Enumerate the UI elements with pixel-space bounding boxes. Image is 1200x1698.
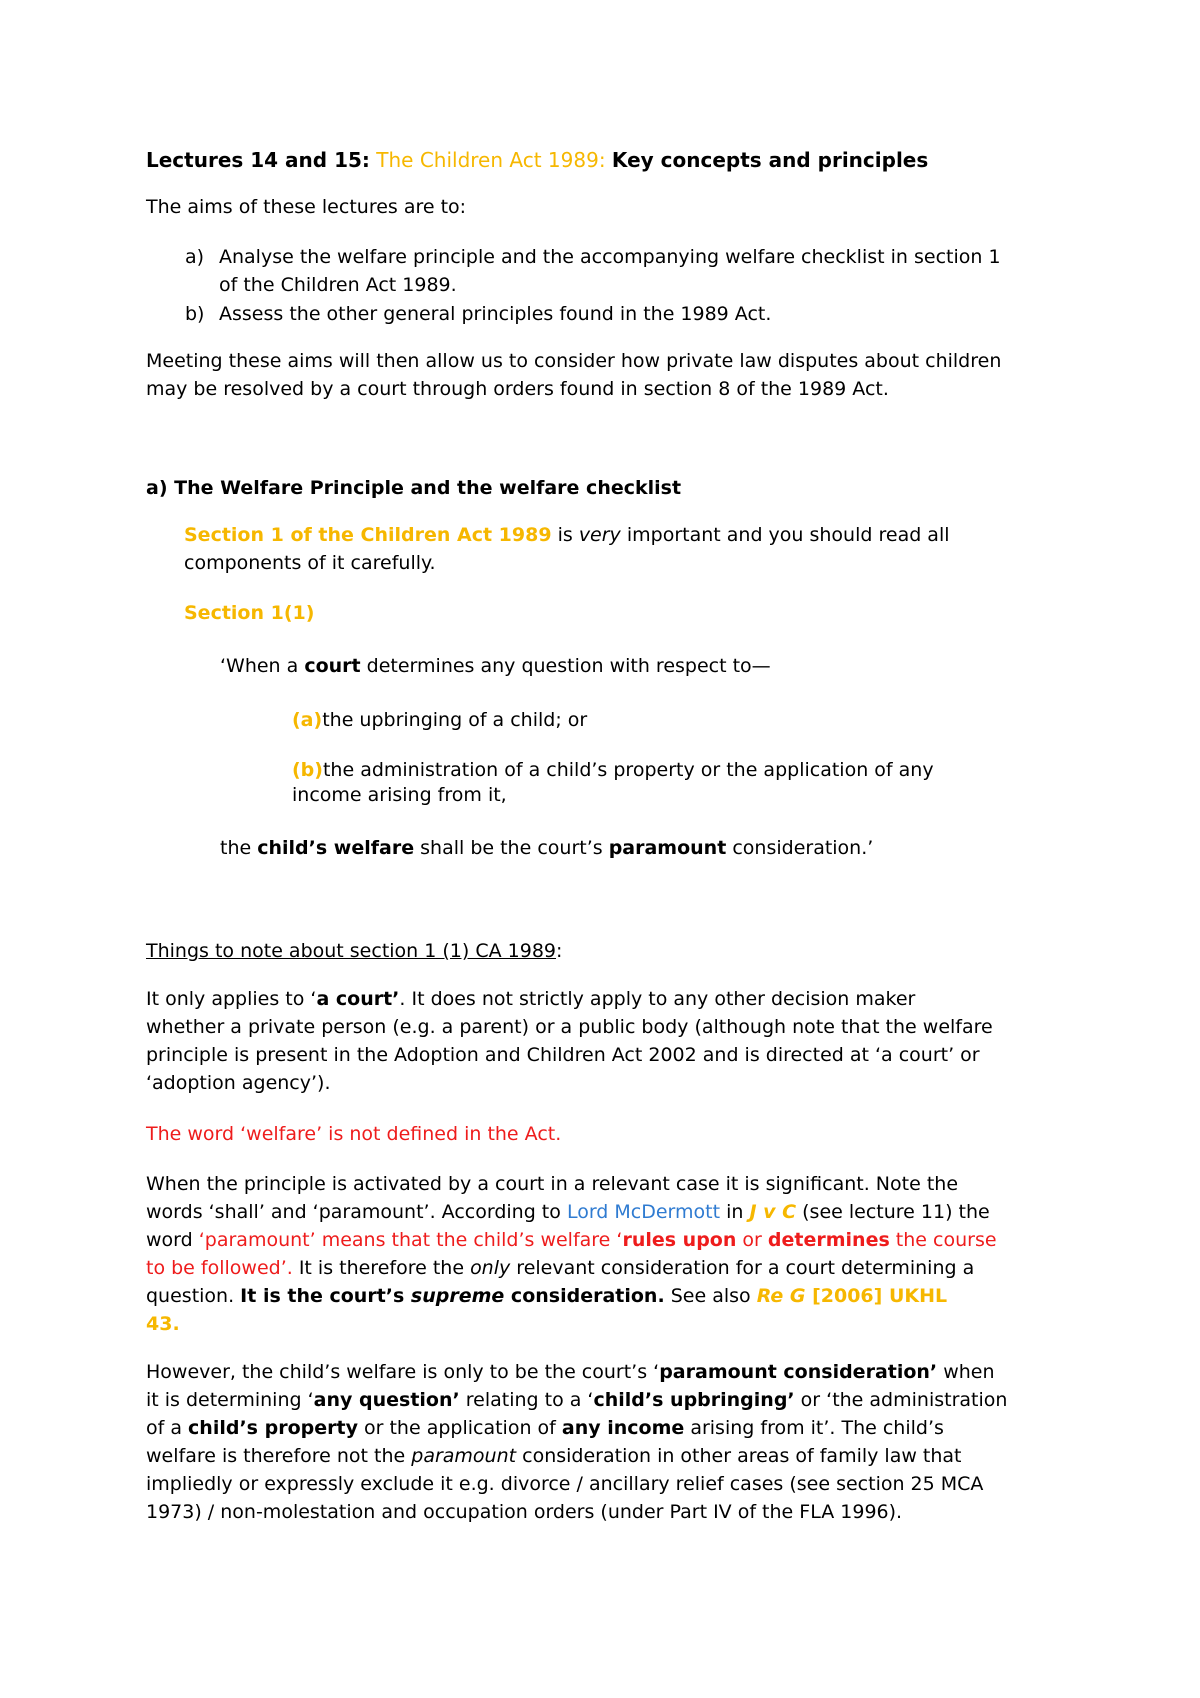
quote-end-pre: the <box>220 837 258 859</box>
section1-rest: important and you should read all <box>620 524 950 546</box>
quote-b-label: (b) <box>292 759 323 781</box>
principle-l3-red: ‘paramount’ means that the child’s welfare ‘ <box>198 1229 623 1251</box>
notes-heading-text: Things to note about section 1 (1) CA 1989 <box>146 940 556 962</box>
quote-a-label: (a) <box>292 709 323 731</box>
case-citation: [2006] UKHL <box>805 1285 948 1307</box>
title-prefix: Lectures 14 and 15: <box>146 148 370 172</box>
section-a-heading-text: a) The Welfare Principle and the welfare checklist <box>146 477 682 499</box>
however-l3-bold2: any income <box>561 1417 685 1439</box>
welfare-undefined-note: The word ‘welfare’ is not defined in the Act. <box>146 1123 562 1145</box>
quote-rest: determines any question with respect to— <box>360 655 771 677</box>
quote-b-line2: income arising from it, <box>292 784 507 806</box>
section-heading <box>146 474 1076 502</box>
however-l2-post: or ‘the administration <box>794 1389 1008 1411</box>
aim-a-line2: of the Children Act 1989. <box>219 274 457 296</box>
principle-l3-pre: word <box>146 1229 199 1251</box>
title-suffix: Key concepts and principles <box>611 148 929 172</box>
notes-colon: : <box>556 940 563 962</box>
principle-supreme: supreme <box>410 1285 505 1307</box>
quote-item-b <box>292 758 1072 808</box>
page-title <box>146 146 1076 174</box>
however-l1-pre: However, the child’s welfare is only to be the court’s ‘ <box>146 1361 660 1383</box>
court-l1-post: . It does not strictly apply to any other decision maker <box>399 988 916 1010</box>
principle-bold1: It is the court’s <box>240 1285 411 1307</box>
quote-end-post: consideration.’ <box>726 837 874 859</box>
meeting-line1: Meeting these aims will then allow us to consider how private law disputes about children <box>146 350 1002 372</box>
meeting-paragraph <box>146 347 1076 403</box>
however-l4-italic: paramount <box>411 1445 517 1467</box>
however-l3-mid: or the application of <box>357 1417 562 1439</box>
list-label: a) <box>185 246 205 268</box>
list-label: b) <box>185 303 205 325</box>
however-l1-post: when <box>937 1361 995 1383</box>
however-l3-bold1: child’s property <box>188 1417 358 1439</box>
court-paragraph <box>146 985 1076 1097</box>
however-l1-bold: paramount consideration’ <box>659 1361 938 1383</box>
case-citation-end: 43. <box>146 1313 180 1335</box>
case-jvc: J v C <box>749 1201 797 1223</box>
court-l1-pre: It only applies to ‘ <box>146 988 317 1010</box>
quote-closing <box>220 834 1070 862</box>
title-act: The Children Act 1989: <box>376 148 606 172</box>
principle-l2-in: in <box>720 1201 750 1223</box>
principle-or: or <box>736 1229 768 1251</box>
court-l3: principle is present in the Adoption and Children Act 2002 and is directed at ‘a court’ or <box>146 1044 980 1066</box>
quote-court: court <box>304 655 361 677</box>
quote-b-text: the administration of a child’s property or the application of any <box>322 759 934 781</box>
however-l2-mid: relating to a ‘ <box>459 1389 594 1411</box>
list-text: Assess the other general principles found in the 1989 Act. <box>219 303 772 325</box>
principle-l2-post: (see lecture 11) the <box>796 1201 990 1223</box>
principle-l4-red: to be followed’. <box>146 1257 293 1279</box>
however-paragraph <box>146 1358 1076 1526</box>
principle-l2-pre: words ‘shall’ and ‘paramount’. According to <box>146 1201 567 1223</box>
however-l3-post: arising from it’. The child’s <box>684 1417 944 1439</box>
section1-line2: components of it carefully. <box>184 552 436 574</box>
section1-is: is <box>551 524 579 546</box>
section1-intro <box>184 521 1064 577</box>
however-l4-pre: welfare is therefore not the <box>146 1445 412 1467</box>
notes-heading <box>146 937 1076 965</box>
quote-open: ‘When a <box>220 655 305 677</box>
principle-l1: When the principle is activated by a court in a relevant case it is significant. Note the <box>146 1173 959 1195</box>
quote-end-mid: shall be the court’s <box>414 837 609 859</box>
quote-a-text: the upbringing of a child; or <box>322 709 588 731</box>
however-l2-bold2: child’s upbringing’ <box>593 1389 795 1411</box>
section1-1-text: Section 1(1) <box>184 602 315 624</box>
meeting-line2: may be resolved by a court through orders found in section 8 of the 1989 Act. <box>146 378 889 400</box>
principle-course: the course <box>889 1229 997 1251</box>
section1-act: Section 1 of the Children Act 1989 <box>184 524 552 546</box>
court-l1-bold: a court’ <box>316 988 400 1010</box>
however-l4-post: consideration in other areas of family law that <box>516 1445 962 1467</box>
aim-a-line1: Analyse the welfare principle and the accompanying welfare checklist in section 1 <box>219 246 1001 268</box>
lord-mcdermott-link: Lord McDermott <box>566 1201 721 1223</box>
principle-bold2: consideration. <box>504 1285 665 1307</box>
however-l2-bold1: any question’ <box>313 1389 460 1411</box>
principle-rules-upon: rules upon <box>622 1229 737 1251</box>
subsection-heading <box>184 599 1114 627</box>
principle-l5-pre: question. <box>146 1285 241 1307</box>
section1-very: very <box>578 524 621 546</box>
quote-end-paramount: paramount <box>608 837 727 859</box>
court-l4: ‘adoption agency’). <box>146 1072 331 1094</box>
principle-l4-pre: It is therefore the <box>292 1257 471 1279</box>
principle-only: only <box>470 1257 511 1279</box>
quote-item-a <box>292 706 1072 734</box>
however-l6: 1973) / non-molestation and occupation orders (under Part IV of the FLA 1996). <box>146 1501 903 1523</box>
principle-see: See also <box>664 1285 757 1307</box>
list-text <box>219 243 1079 299</box>
case-re-g: Re G <box>756 1285 806 1307</box>
aims-intro: The aims of these lectures are to: <box>146 196 467 218</box>
principle-paragraph <box>146 1170 1076 1338</box>
quote-end-welfare: child’s welfare <box>257 837 415 859</box>
however-l5: impliedly or expressly exclude it e.g. divorce / ancillary relief cases (see section 25 MCA <box>146 1473 984 1495</box>
principle-l4-post: relevant consideration for a court determining a <box>510 1257 975 1279</box>
quote-opening <box>220 652 1070 680</box>
however-l3-pre: of a <box>146 1417 189 1439</box>
court-l2: whether a private person (e.g. a parent) or a public body (although note that the welfare <box>146 1016 993 1038</box>
however-l2-pre: it is determining ‘ <box>146 1389 314 1411</box>
principle-determines: determines <box>767 1229 890 1251</box>
